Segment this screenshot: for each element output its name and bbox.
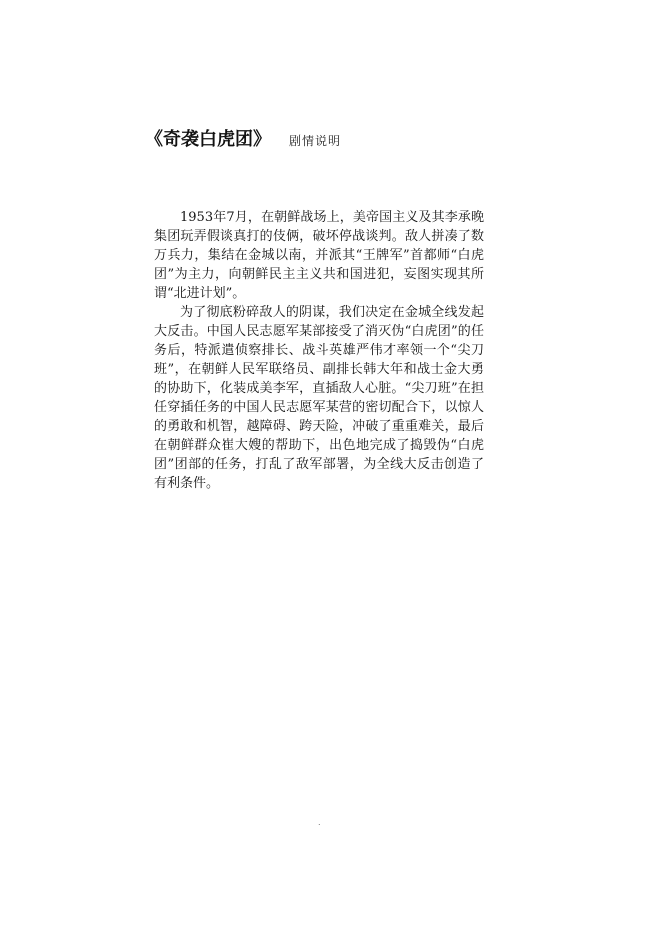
paragraph: 为了彻底粉碎敌人的阴谋，我们决定在金城全线发起大反击。中国人民志愿军某部接受了消灭伪“白虎团”的任务后，特派遣侦察排长、战斗英雄严伟才率领一个“尖刀班”，在朝鲜人民军联络员、副排长韩大年和战士金大勇的协助下，化装成美李军，直插敌人心脏。“尖刀班”在担任穿插任务的中国人民志愿军某营的密切配合下，以惊人的勇敢和机智，越障碍、跨天险，冲破了重重难关，最后在朝鲜群众崔大嫂的帮助下，出色地完成了捣毁伪“白虎团”团部的任务，打乱了敌军部署，为全线大反击创造了有利条件。 xyxy=(154,305,484,491)
paragraph: 1953年7月，在朝鲜战场上，美帝国主义及其李承晚集团玩弄假谈真打的伎俩，破坏停战谈判。敌人拼凑了数万兵力，集结在金城以南，并派其“王牌军”首都师“白虎团”为主力，向朝鲜民主主义共和国进犯，妄图实现其所谓“北进计划”。 xyxy=(154,210,484,301)
page-mark: . xyxy=(318,818,321,827)
page-subtitle: 剧情说明 xyxy=(289,134,342,148)
heading xyxy=(145,125,341,151)
page-title: 《奇袭白虎团》 xyxy=(145,129,271,150)
synopsis-body xyxy=(154,208,484,493)
